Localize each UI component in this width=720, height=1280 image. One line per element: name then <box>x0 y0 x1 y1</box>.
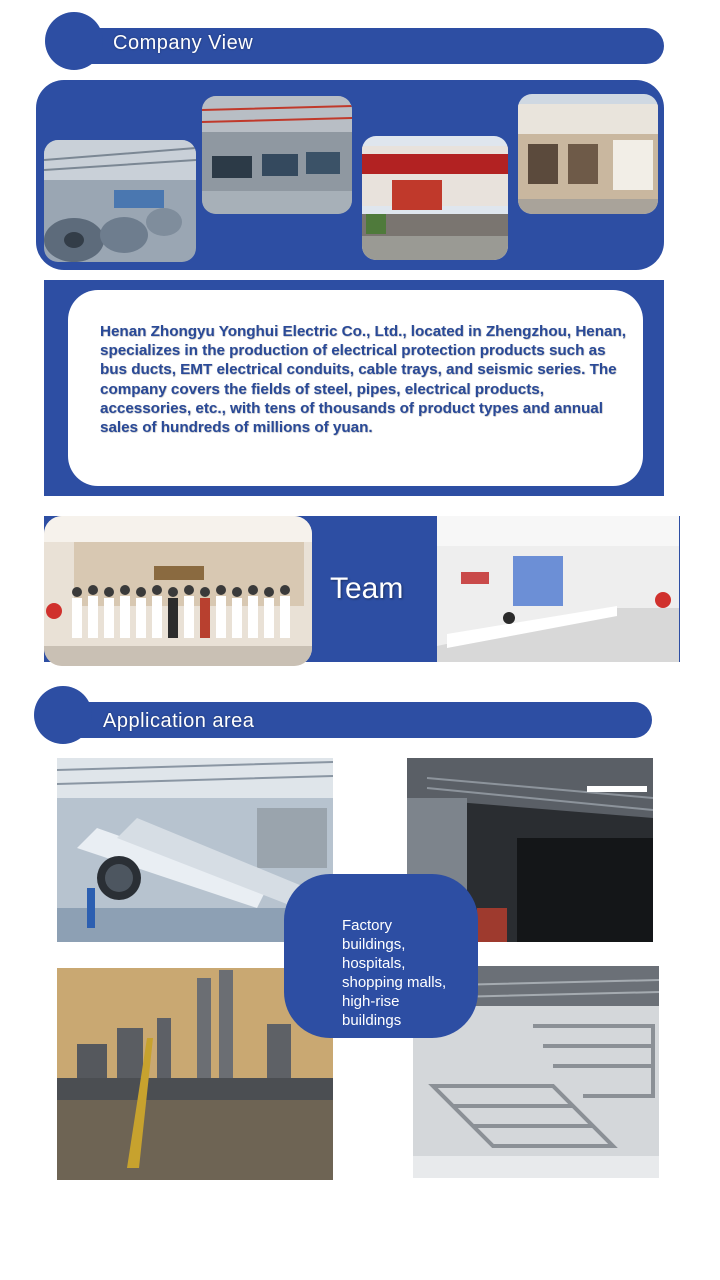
bubble-line: shopping malls, <box>342 974 447 991</box>
factory-line-photo <box>202 96 352 214</box>
company-view-title: Company View <box>113 32 254 54</box>
application-area-title: Application area <box>103 710 255 732</box>
reception-photo <box>437 516 679 662</box>
bubble-line: buildings, <box>342 936 406 953</box>
bubble-line: Factory <box>342 917 393 934</box>
factory-coils-photo <box>44 140 196 262</box>
application-bubble-text <box>342 916 478 1030</box>
office-building-photo <box>518 94 658 214</box>
storefront-photo <box>362 136 508 260</box>
company-description: Henan Zhongyu Yonghui Electric Co., Ltd., located in Zhengzhou, Henan, specializes in the production of electrical protection products such as bus ducts, EMT electrical conduits, cable trays, and seismic series. The company covers the fields of steel, pipes, electrical products, accessories, etc., with tens of thousands of product types and annual sales of hundreds of millions of yuan. <box>100 323 626 437</box>
bubble-line: buildings <box>342 1012 402 1029</box>
bubble-line: high-rise <box>342 993 400 1010</box>
team-title: Team <box>330 572 404 605</box>
bubble-line: hospitals, <box>342 955 406 972</box>
team-group-photo <box>44 516 312 666</box>
application-area-header-dot <box>34 686 92 744</box>
